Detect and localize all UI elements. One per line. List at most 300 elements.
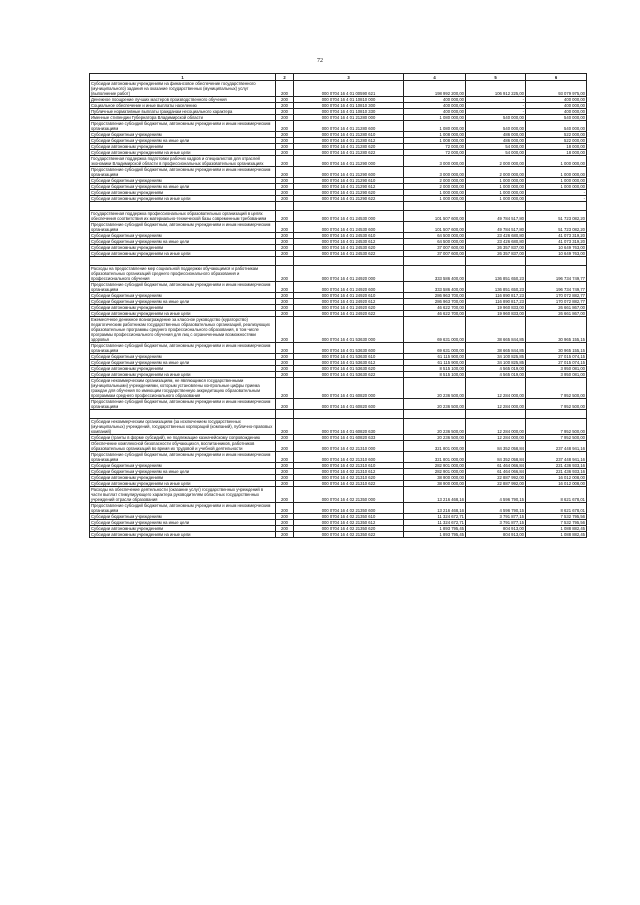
row-approved: 1 893 795,45 — [404, 532, 466, 538]
row-executed: 3 791 877,15 — [466, 520, 526, 526]
row-description: Социальное обеспечение и иные выплаты населению — [90, 103, 276, 109]
row-description: Субсидии бюджетным учреждениям на иные цели — [90, 520, 276, 526]
row-code: 200 — [276, 81, 294, 97]
row-approved: 13 216 468,16 — [404, 487, 466, 503]
row-approved: 1 893 795,45 — [404, 526, 466, 532]
table-row — [90, 435, 587, 441]
row-executed: 4 596 790,15 — [466, 503, 526, 514]
row-executed: 804 913,00 — [466, 526, 526, 532]
row-executed — [466, 410, 526, 419]
row-remaining: 10 649 763,00 — [526, 245, 587, 251]
row-classifier: 000 0704 16 4 01 60820 600 — [294, 399, 404, 410]
row-code: 200 — [276, 305, 294, 311]
row-classifier: 000 0704 16 4 01 21290 612 — [294, 184, 404, 190]
row-executed: 19 960 833,00 — [466, 311, 526, 317]
table-row — [90, 156, 587, 167]
row-code: 200 — [276, 317, 294, 343]
row-classifier: 000 0704 16 4 01 21290 000 — [294, 156, 404, 167]
row-approved: 3 000 000,00 — [404, 156, 466, 167]
row-classifier: 000 0704 16 4 01 53630 622 — [294, 372, 404, 378]
table-row — [90, 222, 587, 233]
row-classifier: 000 0704 16 4 01 53630 610 — [294, 354, 404, 360]
row-description: Субсидии автономным учреждениям — [90, 475, 276, 481]
row-remaining: 170 072 882,77 — [526, 299, 587, 305]
table-row — [90, 196, 587, 202]
row-executed: 12 284 000,00 — [466, 419, 526, 435]
row-code: 200 — [276, 441, 294, 452]
table-row — [90, 202, 587, 211]
table-row — [90, 481, 587, 487]
row-remaining: 27 015 074,15 — [526, 354, 587, 360]
row-description: Субсидии автономным учреждениям — [90, 366, 276, 372]
row-code: 200 — [276, 463, 294, 469]
table-row — [90, 503, 587, 514]
row-executed: 19 960 833,00 — [466, 305, 526, 311]
row-remaining: 51 723 082,20 — [526, 211, 587, 222]
row-executed: - — [466, 109, 526, 115]
row-classifier: 000 0704 16 4 01 24920 610 — [294, 293, 404, 299]
row-classifier: 000 0704 16 4 02 21350 600 — [294, 503, 404, 514]
row-executed: 38 665 844,85 — [466, 343, 526, 354]
row-approved: 69 631 000,00 — [404, 343, 466, 354]
row-description — [90, 410, 276, 419]
row-executed: 1 000 000,00 — [466, 178, 526, 184]
row-description: Именные стипендии Губернатора Владимирской области — [90, 115, 276, 121]
row-approved: 400 000,00 — [404, 103, 466, 109]
row-code: 200 — [276, 372, 294, 378]
row-code: 200 — [276, 503, 294, 514]
row-remaining: 30 965 155,15 — [526, 343, 587, 354]
row-classifier: 000 0704 16 4 01 10810 000 — [294, 97, 404, 103]
row-code: 200 — [276, 196, 294, 202]
row-description: Предоставление субсидий бюджетным, автономным учреждениям и иным некоммерческим организациям — [90, 452, 276, 463]
row-code: 200 — [276, 144, 294, 150]
table-row — [90, 441, 587, 452]
row-code: 200 — [276, 190, 294, 196]
table-header-row — [90, 74, 587, 81]
row-remaining: 7 952 500,00 — [526, 378, 587, 399]
table-row — [90, 372, 587, 378]
row-description: Предоставление субсидий бюджетным, автономным учреждениям и иным некоммерческим организациям — [90, 503, 276, 514]
row-remaining: 18 000,00 — [526, 144, 587, 150]
row-classifier: 000 0704 16 4 01 24920 612 — [294, 299, 404, 305]
table-row — [90, 81, 587, 97]
row-description: Субсидии бюджетным учреждениям — [90, 178, 276, 184]
table-row — [90, 257, 587, 266]
row-approved: 3 000 000,00 — [404, 167, 466, 178]
row-description: Субсидии автономным учреждениям на иные цели — [90, 196, 276, 202]
row-classifier: 000 0704 16 4 01 24920 600 — [294, 282, 404, 293]
row-approved: 8 515 100,00 — [404, 372, 466, 378]
row-approved: 64 500 000,00 — [404, 233, 466, 239]
row-classifier: 000 0704 16 4 01 24530 612 — [294, 239, 404, 245]
row-classifier: 000 0704 16 4 02 21310 620 — [294, 475, 404, 481]
row-code — [276, 410, 294, 419]
table-row — [90, 469, 587, 475]
row-remaining: 540 000,00 — [526, 121, 587, 132]
row-executed: 4 565 019,00 — [466, 372, 526, 378]
row-approved: 286 963 700,00 — [404, 299, 466, 305]
row-remaining: 170 072 882,77 — [526, 293, 587, 299]
row-approved: 61 115 900,00 — [404, 354, 466, 360]
table-row — [90, 150, 587, 156]
row-classifier: 000 0704 16 4 02 21350 622 — [294, 532, 404, 538]
row-description: Предоставление субсидий бюджетным, автономным учреждениям и иным некоммерческим организациям — [90, 399, 276, 410]
row-description: Субсидии бюджетным учреждениям — [90, 293, 276, 299]
row-code: 200 — [276, 103, 294, 109]
row-remaining: 16 012 008,00 — [526, 475, 587, 481]
row-approved: 38 900 000,00 — [404, 475, 466, 481]
row-remaining: 3 950 081,00 — [526, 372, 587, 378]
row-description: Предоставление субсидий бюджетным, автономным учреждениям и иным некоммерческим организациям — [90, 282, 276, 293]
row-code: 200 — [276, 97, 294, 103]
row-description: Предоставление субсидий бюджетным, автономным учреждениям и иным некоммерческим организациям — [90, 167, 276, 178]
row-approved: 333 586 400,00 — [404, 266, 466, 282]
row-classifier: 000 0704 16 4 02 21310 600 — [294, 452, 404, 463]
row-executed: 136 851 650,23 — [466, 282, 526, 293]
row-code: 200 — [276, 282, 294, 293]
row-approved: 20 236 500,00 — [404, 378, 466, 399]
row-remaining: 221 436 933,16 — [526, 463, 587, 469]
table-row — [90, 167, 587, 178]
row-approved: 282 901 000,00 — [404, 463, 466, 469]
header-cell: 6 — [526, 74, 587, 81]
row-executed: 49 784 517,80 — [466, 211, 526, 222]
row-description: Субсидии автономным учреждениям — [90, 245, 276, 251]
row-approved: 400 000,00 — [404, 97, 466, 103]
row-description: Субсидии автономным учреждениям на финансовое обеспечение государственного (муниципального) задания на оказание государственных (муниципальных) услуг (выполнение работ) — [90, 81, 276, 97]
row-description: Субсидии бюджетным учреждениям на иные цели — [90, 299, 276, 305]
row-remaining: 16 012 008,00 — [526, 481, 587, 487]
row-executed: 540 000,00 — [466, 121, 526, 132]
row-approved: 101 507 600,00 — [404, 222, 466, 233]
row-remaining — [526, 410, 587, 419]
row-classifier: 000 0704 16 4 01 24530 000 — [294, 211, 404, 222]
row-code: 200 — [276, 239, 294, 245]
row-description: Субсидии автономным учреждениям — [90, 305, 276, 311]
row-classifier: 000 0704 16 4 02 21310 000 — [294, 441, 404, 452]
row-description: Предоставление субсидий бюджетным, автономным учреждениям и иным некоммерческим организациям — [90, 343, 276, 354]
row-code: 200 — [276, 299, 294, 305]
row-classifier: 000 0704 16 4 01 21280 620 — [294, 144, 404, 150]
row-classifier: 000 0704 16 4 01 21280 610 — [294, 132, 404, 138]
row-remaining — [526, 202, 587, 211]
table-row — [90, 138, 587, 144]
row-remaining: 400 000,00 — [526, 109, 587, 115]
row-classifier: 000 0704 16 4 01 53630 000 — [294, 317, 404, 343]
row-approved: 11 324 672,71 — [404, 520, 466, 526]
row-description: Государственная поддержка профессиональных образовательных организаций в целях обеспечения соответствия их материально-технической базы современным требованиям — [90, 211, 276, 222]
row-code: 200 — [276, 222, 294, 233]
row-approved: 46 622 700,00 — [404, 305, 466, 311]
row-remaining: - — [526, 196, 587, 202]
row-code — [276, 257, 294, 266]
row-classifier: 000 0704 16 4 01 60820 000 — [294, 378, 404, 399]
row-remaining: 400 000,00 — [526, 103, 587, 109]
row-executed: 804 913,00 — [466, 532, 526, 538]
row-description: Субсидии автономным учреждениям — [90, 144, 276, 150]
row-classifier: 000 0704 16 4 01 21280 600 — [294, 121, 404, 132]
row-remaining: 7 532 795,56 — [526, 520, 587, 526]
table-row — [90, 251, 587, 257]
row-executed: 26 357 837,00 — [466, 245, 526, 251]
row-classifier: 000 0704 16 4 01 21290 610 — [294, 178, 404, 184]
row-approved: 37 007 600,00 — [404, 245, 466, 251]
row-classifier: 000 0704 16 4 01 53630 620 — [294, 366, 404, 372]
row-code: 200 — [276, 251, 294, 257]
row-executed: 84 352 058,84 — [466, 452, 526, 463]
row-classifier: 000 0704 16 4 02 21350 612 — [294, 520, 404, 526]
row-executed: 1 000 000,00 — [466, 196, 526, 202]
row-description: Субсидии автономным учреждениям на иные цели — [90, 481, 276, 487]
row-code: 200 — [276, 452, 294, 463]
row-approved: 1 080 000,00 — [404, 121, 466, 132]
row-executed: 1 000 000,00 — [466, 190, 526, 196]
row-executed — [466, 257, 526, 266]
row-classifier: 000 0704 16 4 02 21350 000 — [294, 487, 404, 503]
row-classifier: 000 0704 16 4 01 24920 000 — [294, 266, 404, 282]
row-description: Субсидии автономным учреждениям на иные цели — [90, 372, 276, 378]
row-executed: 26 357 837,00 — [466, 251, 526, 257]
row-approved: 1 000 000,00 — [404, 196, 466, 202]
header-cell: 5 — [466, 74, 526, 81]
table-row — [90, 311, 587, 317]
row-executed: 2 000 000,00 — [466, 156, 526, 167]
row-remaining: 221 436 933,16 — [526, 469, 587, 475]
row-code: 200 — [276, 184, 294, 190]
row-remaining: 18 000,00 — [526, 150, 587, 156]
header-cell: 1 — [90, 74, 276, 81]
row-approved: 1 008 000,00 — [404, 132, 466, 138]
row-approved: 61 115 900,00 — [404, 360, 466, 366]
row-code: 200 — [276, 293, 294, 299]
row-remaining: 8 621 678,01 — [526, 503, 587, 514]
row-executed: 54 000,00 — [466, 144, 526, 150]
row-remaining: 1 000 000,00 — [526, 184, 587, 190]
row-approved — [404, 410, 466, 419]
table-row — [90, 520, 587, 526]
table-row — [90, 239, 587, 245]
row-executed: 61 464 066,84 — [466, 463, 526, 469]
row-approved: 46 622 700,00 — [404, 311, 466, 317]
row-approved: 37 007 600,00 — [404, 251, 466, 257]
budget-table — [89, 73, 587, 538]
table-row — [90, 360, 587, 366]
row-executed: 38 665 844,85 — [466, 317, 526, 343]
row-description: Предоставление субсидий бюджетным, автономным учреждениям и иным некоммерческим организациям — [90, 222, 276, 233]
row-code: 200 — [276, 132, 294, 138]
row-executed — [466, 202, 526, 211]
row-approved: 1 080 000,00 — [404, 115, 466, 121]
row-description: Субсидии бюджетным учреждениям на иные цели — [90, 184, 276, 190]
row-remaining: 26 661 867,00 — [526, 305, 587, 311]
row-description: Ежемесячное денежное вознаграждение за классное руководство (кураторство) педагогическим работникам государственных образовательных организаций, реализующих образовательные программы среднего профессионального образования, в том числе программы профессионального обучения для лиц с ограниченными возможностями здоровья — [90, 317, 276, 343]
row-classifier: 000 0704 16 4 01 00590 621 — [294, 81, 404, 97]
row-description: Обеспечение комплексной безопасности обучающихся, воспитанников, работников образовательных организаций во время их трудовой и учебной деятельности — [90, 441, 276, 452]
row-remaining: 26 661 867,00 — [526, 311, 587, 317]
row-executed: 23 426 680,80 — [466, 233, 526, 239]
row-executed: - — [466, 103, 526, 109]
row-description: Государственная поддержка подготовки рабочих кадров и специалистов для отраслей экономики Владимирской области в профессиональных образовательных организациях — [90, 156, 276, 167]
header-cell: 4 — [404, 74, 466, 81]
row-classifier: 000 0704 16 4 01 60820 633 — [294, 435, 404, 441]
row-classifier: 000 0704 16 4 01 21280 000 — [294, 115, 404, 121]
row-executed: 84 352 058,84 — [466, 441, 526, 452]
row-classifier: 000 0704 16 4 01 24920 622 — [294, 311, 404, 317]
table-row — [90, 282, 587, 293]
row-description: Субсидии бюджетным учреждениям — [90, 354, 276, 360]
row-code: 200 — [276, 245, 294, 251]
row-description: Субсидии бюджетным учреждениям — [90, 514, 276, 520]
row-executed: 34 100 825,85 — [466, 354, 526, 360]
row-approved: 2 000 000,00 — [404, 184, 466, 190]
row-description: Субсидии автономным учреждениям — [90, 190, 276, 196]
row-remaining: 237 448 941,16 — [526, 441, 587, 452]
row-code: 200 — [276, 233, 294, 239]
row-description: Субсидии автономным учреждениям — [90, 526, 276, 532]
row-remaining: 27 015 074,15 — [526, 360, 587, 366]
row-remaining: 196 734 749,77 — [526, 266, 587, 282]
row-classifier: 000 0704 16 4 02 21310 610 — [294, 463, 404, 469]
row-classifier: 000 0704 16 4 01 10810 330 — [294, 109, 404, 115]
table-row — [90, 121, 587, 132]
table-row — [90, 487, 587, 503]
row-code: 200 — [276, 266, 294, 282]
table-row — [90, 115, 587, 121]
row-classifier: 000 0704 16 4 01 21280 622 — [294, 150, 404, 156]
row-code: 200 — [276, 475, 294, 481]
row-remaining: 51 723 082,20 — [526, 222, 587, 233]
row-description: Субсидии бюджетным учреждениям на иные цели — [90, 138, 276, 144]
row-executed: 1 000 000,00 — [466, 184, 526, 190]
row-remaining: 41 073 319,20 — [526, 239, 587, 245]
row-classifier: 000 0704 16 4 01 24530 620 — [294, 245, 404, 251]
row-remaining: 7 952 500,00 — [526, 435, 587, 441]
row-remaining: 30 965 155,15 — [526, 317, 587, 343]
row-approved: 333 586 400,00 — [404, 282, 466, 293]
row-approved: 1 000 000,00 — [404, 190, 466, 196]
row-approved: 101 507 600,00 — [404, 211, 466, 222]
row-classifier: 000 0704 16 4 02 21350 610 — [294, 514, 404, 520]
row-approved: 8 515 100,00 — [404, 366, 466, 372]
row-description: Субсидии (гранты в форме субсидий), не подлежащие казначейскому сопровождению — [90, 435, 276, 441]
row-remaining: 41 073 319,20 — [526, 233, 587, 239]
row-classifier: 000 0704 16 4 01 24530 622 — [294, 251, 404, 257]
row-code: 200 — [276, 514, 294, 520]
row-description: Субсидии бюджетным учреждениям — [90, 463, 276, 469]
row-executed: - — [466, 97, 526, 103]
row-description: Субсидии автономным учреждениям на иные цели — [90, 150, 276, 156]
row-classifier — [294, 257, 404, 266]
row-description: Субсидии бюджетным учреждениям — [90, 132, 276, 138]
row-remaining: 522 000,00 — [526, 132, 587, 138]
row-executed: 22 887 992,00 — [466, 475, 526, 481]
row-remaining: 237 448 941,16 — [526, 452, 587, 463]
row-executed: 23 426 680,80 — [466, 239, 526, 245]
row-classifier: 000 0704 16 4 01 21280 612 — [294, 138, 404, 144]
row-executed: 116 890 817,23 — [466, 299, 526, 305]
row-remaining: 522 000,00 — [526, 138, 587, 144]
row-classifier: 000 0704 16 4 01 24530 600 — [294, 222, 404, 233]
row-classifier: 000 0704 16 4 01 24530 610 — [294, 233, 404, 239]
row-approved: 20 236 500,00 — [404, 435, 466, 441]
row-remaining: 1 000 000,00 — [526, 178, 587, 184]
row-classifier — [294, 410, 404, 419]
row-executed: 486 000,00 — [466, 138, 526, 144]
row-approved: 11 324 672,71 — [404, 514, 466, 520]
row-remaining: 540 000,00 — [526, 115, 587, 121]
row-code: 200 — [276, 115, 294, 121]
row-code: 200 — [276, 526, 294, 532]
row-executed: 4 565 019,00 — [466, 366, 526, 372]
row-remaining — [526, 257, 587, 266]
row-classifier: 000 0704 16 4 02 21310 612 — [294, 469, 404, 475]
row-description: Субсидии бюджетным учреждениям на иные цели — [90, 469, 276, 475]
table-row — [90, 266, 587, 282]
row-remaining: 7 952 500,00 — [526, 399, 587, 410]
row-description: Расходы на предоставление мер социальной поддержки обучающимся и работникам образовательных организаций среднего профессионального образования и профессионального обучения — [90, 266, 276, 282]
row-remaining: 7 952 500,00 — [526, 419, 587, 435]
row-approved: 72 000,00 — [404, 150, 466, 156]
row-code: 200 — [276, 469, 294, 475]
row-approved: 72 000,00 — [404, 144, 466, 150]
row-classifier: 000 0704 16 4 01 21290 622 — [294, 196, 404, 202]
row-remaining: 8 621 678,01 — [526, 487, 587, 503]
row-code: 200 — [276, 399, 294, 410]
row-approved: 282 901 000,00 — [404, 469, 466, 475]
row-code: 200 — [276, 520, 294, 526]
row-code: 200 — [276, 481, 294, 487]
row-classifier: 000 0704 16 4 01 53630 612 — [294, 360, 404, 366]
row-approved: 1 008 000,00 — [404, 138, 466, 144]
row-executed: 61 464 066,84 — [466, 469, 526, 475]
row-description: Субсидии автономным учреждениям на иные цели — [90, 532, 276, 538]
table-row — [90, 343, 587, 354]
row-approved: 198 992 200,00 — [404, 81, 466, 97]
row-description: Субсидии бюджетным учреждениям — [90, 233, 276, 239]
row-executed: 106 912 225,00 — [466, 81, 526, 97]
row-code: 200 — [276, 343, 294, 354]
row-executed: 4 596 790,15 — [466, 487, 526, 503]
row-code: 200 — [276, 419, 294, 435]
row-executed: 116 890 817,23 — [466, 293, 526, 299]
row-classifier — [294, 202, 404, 211]
row-code: 200 — [276, 121, 294, 132]
row-remaining: 196 734 749,77 — [526, 282, 587, 293]
row-classifier: 000 0704 16 4 01 60820 630 — [294, 419, 404, 435]
row-remaining: 400 000,00 — [526, 97, 587, 103]
row-classifier: 000 0704 16 4 01 21290 600 — [294, 167, 404, 178]
row-executed: 136 851 650,23 — [466, 266, 526, 282]
table-row — [90, 317, 587, 343]
row-classifier: 000 0704 16 4 02 21310 622 — [294, 481, 404, 487]
row-code: 200 — [276, 150, 294, 156]
row-executed: 12 284 000,00 — [466, 378, 526, 399]
row-remaining: 7 532 795,56 — [526, 514, 587, 520]
row-description: Субсидии автономным учреждениям на иные цели — [90, 251, 276, 257]
row-code: 200 — [276, 487, 294, 503]
row-approved: 286 963 700,00 — [404, 293, 466, 299]
row-approved: 69 631 000,00 — [404, 317, 466, 343]
row-classifier: 000 0704 16 4 01 21290 620 — [294, 190, 404, 196]
row-code: 200 — [276, 138, 294, 144]
row-remaining: 1 088 882,45 — [526, 532, 587, 538]
row-description: Предоставление субсидий бюджетным, автономным учреждениям и иным некоммерческим организациям — [90, 121, 276, 132]
row-code — [276, 202, 294, 211]
row-remaining: 93 079 975,00 — [526, 81, 587, 97]
row-code: 200 — [276, 366, 294, 372]
row-remaining: 1 000 000,00 — [526, 156, 587, 167]
